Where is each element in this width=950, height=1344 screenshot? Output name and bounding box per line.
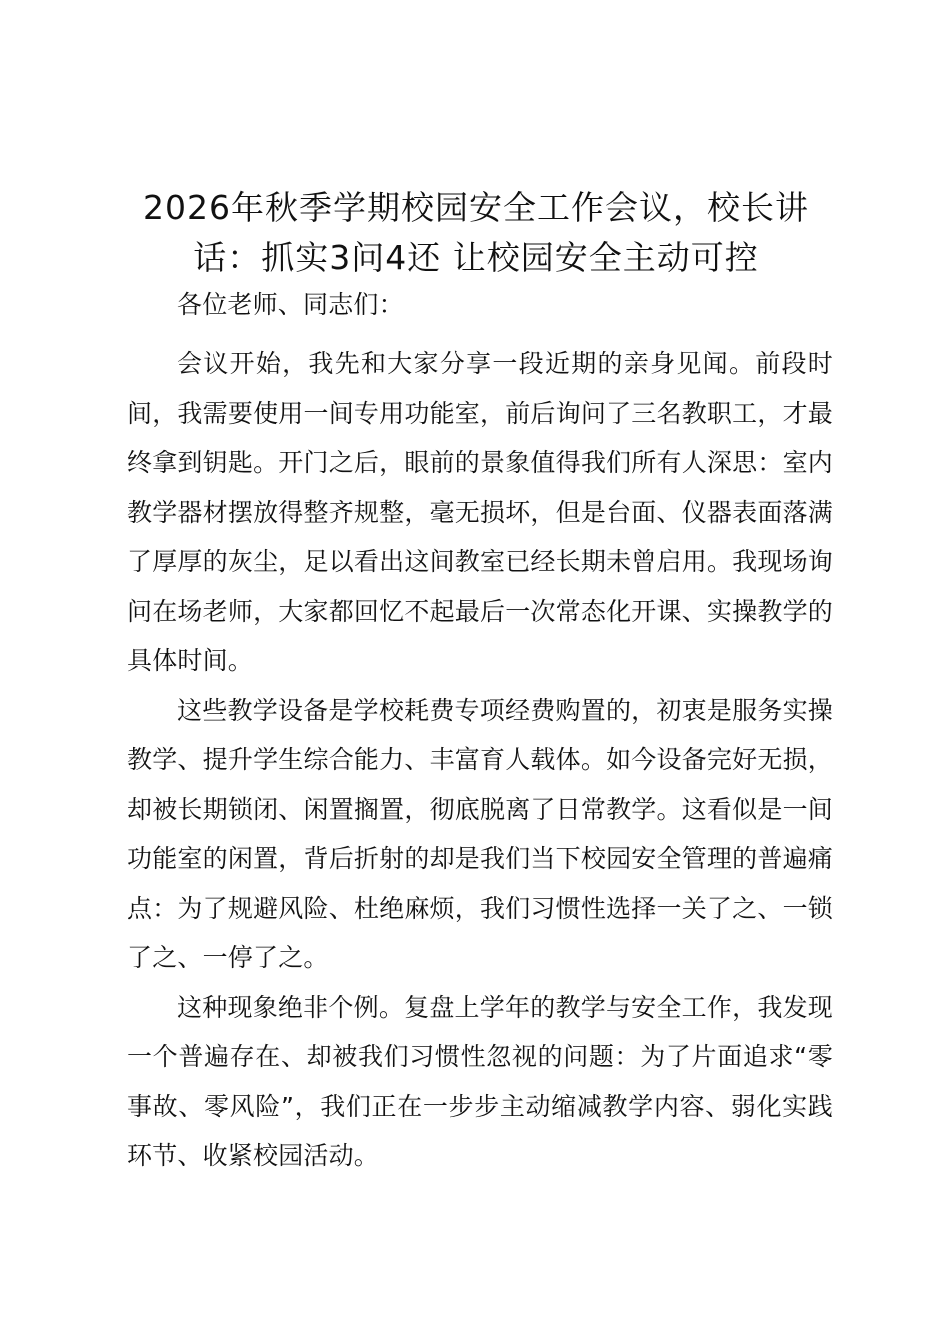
paragraph-1: 会议开始，我先和大家分享一段近期的亲身见闻。前段时间，我需要使用一间专用功能室，前后询问了三名教职工，才最终拿到钥匙。开门之后，眼前的景象值得我们所有人深思：室内教学器材摆放得整齐规整，毫无损坏，但是台面、仪器表面落满了厚厚的灰尘，足以看出这间教室已经长期未曾启用。我现场询问在场老师，大家都回忆不起最后一次常态化开课、实操教学的具体时间。 xyxy=(127,349,833,675)
paragraph-2: 这些教学设备是学校耗费专项经费购置的，初衷是服务实操教学、提升学生综合能力、丰富育人载体。如今设备完好无损，却被长期锁闭、闲置搁置，彻底脱离了日常教学。这看似是一间功能室的闲置，背后折射的却是我们当下校园安全管理的普遍痛点：为了规避风险、杜绝麻烦，我们习惯性选择一关了之、一锁了之、一停了之。 xyxy=(127,695,833,972)
document-title: 2026年秋季学期校园安全工作会议，校长讲话：抓实3问4还 让校园安全主动可控 xyxy=(143,188,809,277)
paragraph-3: 这种现象绝非个例。复盘上学年的教学与安全工作，我发现一个普遍存在、却被我们习惯性忽视的问题：为了片面追求“零事故、零风险”，我们正在一步步主动缩减教学内容、弱化实践环节、收紧校园活动。 xyxy=(127,992,833,1170)
greeting: 各位老师、同志们： xyxy=(177,290,404,319)
document-body xyxy=(127,285,833,1181)
